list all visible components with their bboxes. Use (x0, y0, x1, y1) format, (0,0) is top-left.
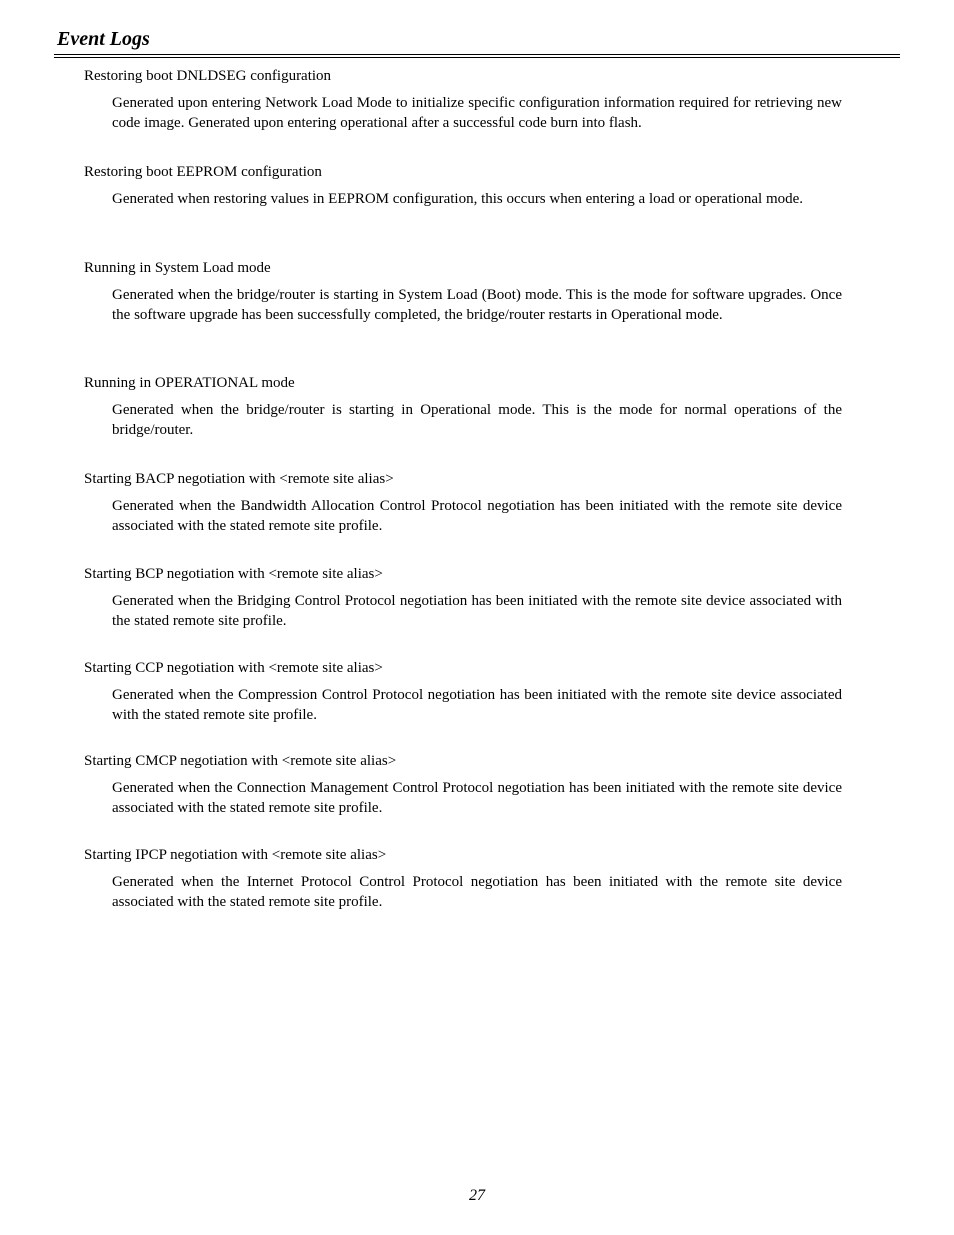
entry (84, 845, 842, 912)
entry-description: Generated when the Bandwidth Allocation Control Protocol negotiation has been initiated with the remote site device associated with the stated remote site profile. (112, 498, 842, 534)
entry-description: Generated when the bridge/router is starting in Operational mode. This is the mode for normal operations of the bridge/router. (112, 402, 842, 438)
page-number: 27 (469, 1187, 485, 1204)
entry-description: Generated when the Internet Protocol Control Protocol negotiation has been initiated with the remote site device associated with the stated remote site profile. (112, 874, 842, 910)
title-rule-top (54, 54, 900, 55)
entry-heading: Restoring boot DNLDSEG configuration (84, 68, 332, 84)
entry (84, 373, 842, 440)
entry (84, 162, 842, 210)
entry-heading: Restoring boot EEPROM configuration (84, 164, 322, 180)
entry-description: Generated when the Connection Management Control Protocol negotiation has been initiated with the remote site device associated with the stated remote site profile. (112, 780, 842, 816)
entry (84, 564, 842, 631)
entry-description: Generated upon entering Network Load Mode to initialize specific configuration information required for retrieving new code image. Generated upon entering operational after a successful code burn into flash. (112, 95, 842, 131)
entry (84, 258, 842, 325)
entry-heading: Running in System Load mode (84, 260, 271, 276)
title-rule-bottom (54, 57, 900, 58)
entry-description: Generated when restoring values in EEPROM configuration, this occurs when entering a load or operational mode. (112, 191, 804, 207)
entry-heading: Running in OPERATIONAL mode (84, 375, 295, 391)
entry-description: Generated when the Bridging Control Protocol negotiation has been initiated with the remote site device associated with the stated remote site profile. (112, 593, 842, 629)
entry (84, 658, 842, 725)
entry-description: Generated when the Compression Control Protocol negotiation has been initiated with the remote site device associated with the stated remote site profile. (112, 687, 842, 723)
entry-heading: Starting BACP negotiation with <remote site alias> (84, 471, 394, 487)
entry-heading: Starting CMCP negotiation with <remote site alias> (84, 753, 397, 769)
page-title: Event Logs (57, 28, 150, 50)
entry (84, 469, 842, 536)
entry-heading: Starting BCP negotiation with <remote site alias> (84, 566, 383, 582)
entry-description: Generated when the bridge/router is starting in System Load (Boot) mode. This is the mode for software upgrades. Once the software upgrade has been successfully completed, the bridge/router restarts in Operational mode. (112, 287, 842, 323)
entry (84, 751, 842, 818)
entry (84, 66, 842, 133)
entry-heading: Starting IPCP negotiation with <remote site alias> (84, 847, 387, 863)
page-header (57, 26, 900, 52)
entry-heading: Starting CCP negotiation with <remote site alias> (84, 660, 383, 676)
